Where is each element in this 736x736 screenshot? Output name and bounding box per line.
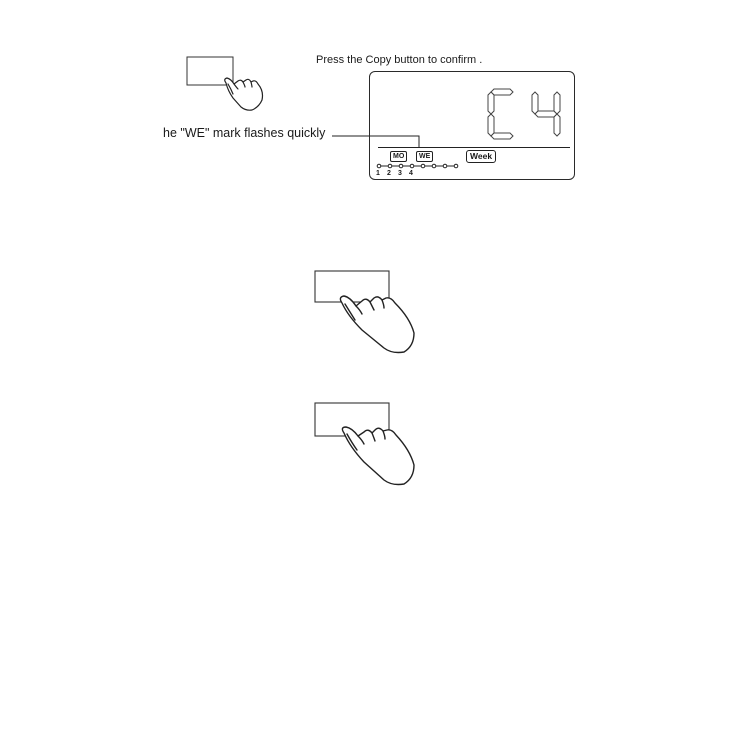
step-instruction: Press the Copy button to confirm .	[316, 54, 483, 66]
we-mark-callout: he "WE" mark flashes quickly	[163, 126, 326, 140]
button-press-illustration-3	[312, 400, 432, 490]
seven-segment-digits	[485, 86, 585, 146]
period-number-3: 3	[398, 170, 402, 177]
period-number-1: 1	[376, 170, 380, 177]
copy-button-illustration	[186, 55, 266, 115]
button-press-illustration-2	[312, 268, 432, 358]
period-number-4: 4	[409, 170, 413, 177]
period-number-2: 2	[387, 170, 391, 177]
lcd-divider	[378, 147, 570, 148]
mo-label: MO	[390, 151, 407, 162]
week-label: Week	[466, 150, 496, 163]
we-label: WE	[416, 151, 433, 162]
thermostat-lcd-display	[369, 71, 575, 180]
hand-pressing-button-icon	[186, 55, 266, 115]
hand-pressing-button-icon	[312, 268, 432, 358]
hand-pressing-button-icon	[312, 400, 432, 490]
